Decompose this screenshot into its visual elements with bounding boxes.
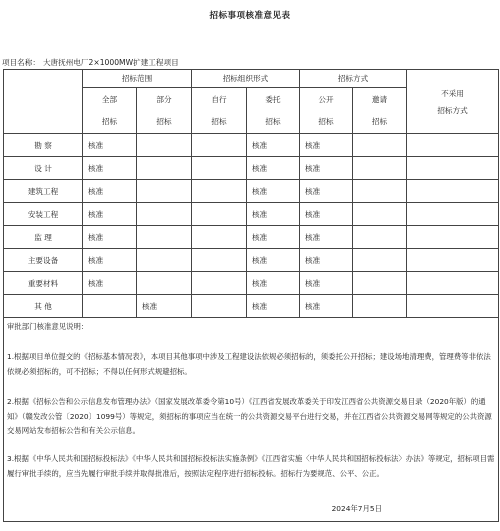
- cell-open: 核准: [300, 295, 353, 318]
- cell-part: [137, 226, 192, 249]
- part-line1: 部分: [156, 94, 172, 104]
- row-item: 建筑工程: [4, 180, 83, 203]
- cell-self: [192, 180, 247, 203]
- cell-part: [137, 272, 192, 295]
- cell-full: 核准: [83, 226, 137, 249]
- cell-part: [137, 249, 192, 272]
- project-name: 大唐抚州电厂2×1000MW扩建工程项目: [42, 58, 179, 67]
- self-tender-header: [192, 88, 247, 134]
- invite-line2: 招标: [371, 117, 388, 127]
- cell-full: 核准: [83, 157, 137, 180]
- self-line1: 自行: [211, 94, 227, 104]
- cell-part: [137, 180, 192, 203]
- cell-self: [192, 249, 247, 272]
- full-line1: 全部: [101, 94, 118, 104]
- cell-none: [407, 295, 499, 318]
- table-row: [4, 226, 499, 249]
- entrust-line1: 委托: [265, 94, 281, 104]
- form-title: 招标事项核准意见表: [209, 11, 291, 21]
- table-row: [4, 249, 499, 272]
- invite-tender-header: [353, 88, 407, 134]
- cell-invite: [353, 134, 407, 157]
- no-tender-line1: 不采用: [441, 88, 464, 98]
- cell-invite: [353, 157, 407, 180]
- entrust-line2: 招标: [265, 117, 281, 127]
- header-row-1: [4, 70, 499, 88]
- cell-open: 核准: [300, 272, 353, 295]
- no-tender-line2: 招标方式: [437, 105, 468, 115]
- note-1: 1.根据项目单位提交的《招标基本情况表》，本项目其他事项中涉及工程建设法依规必须招标的，须委托公开招标；建设场地清理费，管理费等非依法依规必须招标的，可不招标；不得以任何形式规避招标。: [7, 352, 491, 376]
- cell-entrust: 核准: [247, 226, 300, 249]
- cell-entrust: 核准: [247, 134, 300, 157]
- note-3: 3.根据《中华人民共和国招标投标法》《中华人民共和国招标投标法实施条例》《江西省实施〈中华人民共和国招标投标法〉办法》等规定，招标项目需履行审批手续的，应当先履行审批手续并取得批准后，按照法定程序进行招标投标。招标行为要规范、公平、公正。: [7, 454, 495, 478]
- cell-entrust: 核准: [247, 295, 300, 318]
- project-line: [2, 57, 179, 68]
- scope-header: 招标范围: [83, 70, 192, 88]
- cell-self: [192, 203, 247, 226]
- row-item: 其 他: [4, 295, 83, 318]
- cell-open: 核准: [300, 134, 353, 157]
- table-row: [4, 272, 499, 295]
- cell-full: 核准: [83, 134, 137, 157]
- corner-cell: [4, 70, 83, 134]
- cell-entrust: 核准: [247, 203, 300, 226]
- cell-full: 核准: [83, 203, 137, 226]
- cell-open: 核准: [300, 203, 353, 226]
- cell-entrust: 核准: [247, 272, 300, 295]
- cell-open: 核准: [300, 226, 353, 249]
- cell-full: 核准: [83, 272, 137, 295]
- project-label: 项目名称：: [2, 58, 40, 67]
- cell-invite: [353, 180, 407, 203]
- row-item: 重要材料: [4, 272, 83, 295]
- row-item: 设 计: [4, 157, 83, 180]
- cell-full: 核准: [83, 249, 137, 272]
- cell-self: [192, 272, 247, 295]
- notes-cell: [4, 318, 499, 522]
- cell-none: [407, 157, 499, 180]
- open-tender-header: [300, 88, 353, 134]
- approval-table: [3, 69, 499, 522]
- notes-heading: 审批部门核准意见说明：: [7, 322, 89, 331]
- cell-invite: [353, 249, 407, 272]
- open-line2: 招标: [318, 117, 334, 127]
- cell-open: 核准: [300, 180, 353, 203]
- table-row: [4, 180, 499, 203]
- table-row: [4, 295, 499, 318]
- cell-self: [192, 134, 247, 157]
- row-item: 监 理: [4, 226, 83, 249]
- cell-invite: [353, 272, 407, 295]
- full-line2: 招标: [101, 117, 118, 127]
- cell-none: [407, 203, 499, 226]
- no-tender-header: [407, 70, 499, 134]
- cell-entrust: 核准: [247, 249, 300, 272]
- cell-none: [407, 180, 499, 203]
- cell-invite: [353, 203, 407, 226]
- org-header: 招标组织形式: [192, 70, 300, 88]
- row-item: 主要设备: [4, 249, 83, 272]
- cell-none: [407, 134, 499, 157]
- self-line2: 招标: [211, 117, 227, 127]
- cell-self: [192, 295, 247, 318]
- cell-part: [137, 134, 192, 157]
- cell-part: [137, 203, 192, 226]
- row-item: 勘 察: [4, 134, 83, 157]
- invite-line1: 邀请: [371, 94, 388, 104]
- approval-notes: [4, 318, 498, 521]
- notes-row: [4, 318, 499, 522]
- cell-none: [407, 249, 499, 272]
- part-line2: 招标: [156, 117, 172, 127]
- full-tender-header: [83, 88, 137, 134]
- cell-full: [83, 295, 137, 318]
- cell-open: 核准: [300, 249, 353, 272]
- table-row: [4, 203, 499, 226]
- open-line1: 公开: [318, 94, 334, 104]
- cell-part: [137, 157, 192, 180]
- cell-open: 核准: [300, 157, 353, 180]
- cell-self: [192, 157, 247, 180]
- cell-part: 核准: [137, 295, 192, 318]
- entrust-tender-header: [247, 88, 300, 134]
- part-tender-header: [137, 88, 192, 134]
- cell-full: 核准: [83, 180, 137, 203]
- approval-date: 2024年7月5日: [331, 504, 382, 513]
- cell-entrust: 核准: [247, 180, 300, 203]
- cell-self: [192, 226, 247, 249]
- note-2: 2.根据《招标公告和公示信息发布管理办法》（国家发展改革委令第10号）《江西省发展改革委关于印发江西省公共资源交易目录（2020年版）的通知》（赣发改公管〔2020〕1099号）等规定，须招标的事项应当在统一的公共资源交易平台进行交易，并在江西省公共资源交易网等规定的公共资源交易网站发布招标公告和有关公示信息。: [7, 397, 492, 435]
- cell-none: [407, 272, 499, 295]
- cell-none: [407, 226, 499, 249]
- cell-invite: [353, 295, 407, 318]
- method-header: 招标方式: [300, 70, 407, 88]
- cell-entrust: 核准: [247, 157, 300, 180]
- row-item: 安装工程: [4, 203, 83, 226]
- table-row: [4, 157, 499, 180]
- cell-invite: [353, 226, 407, 249]
- table-row: [4, 134, 499, 157]
